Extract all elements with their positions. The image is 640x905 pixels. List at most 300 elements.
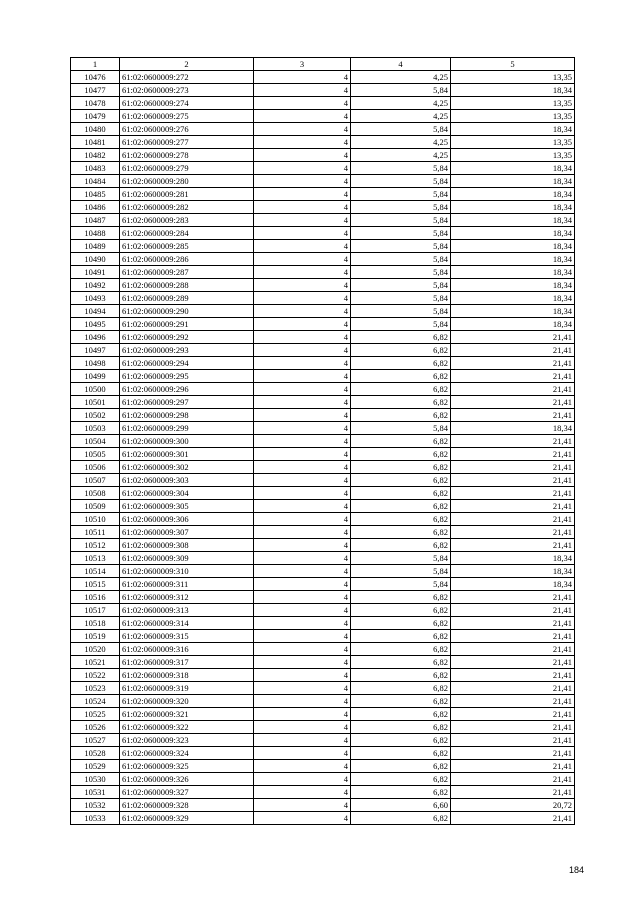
column-5-cell: 18,34	[451, 422, 575, 435]
row-number-cell: 10508	[71, 487, 120, 500]
column-3-cell: 4	[254, 812, 351, 825]
column-5-cell: 21,41	[451, 331, 575, 344]
column-5-cell: 21,41	[451, 474, 575, 487]
table-row	[71, 396, 575, 409]
column-4-cell: 5,84	[351, 162, 451, 175]
column-5-cell: 21,41	[451, 357, 575, 370]
table-row	[71, 214, 575, 227]
column-5-cell: 18,34	[451, 175, 575, 188]
column-4-cell: 6,82	[351, 357, 451, 370]
cadastral-number-cell: 61:02:0600009:311	[120, 578, 254, 591]
column-3-cell: 4	[254, 500, 351, 513]
table-row	[71, 461, 575, 474]
cadastral-number-cell: 61:02:0600009:291	[120, 318, 254, 331]
table-row	[71, 175, 575, 188]
table-row	[71, 318, 575, 331]
column-5-cell: 18,34	[451, 227, 575, 240]
table-row	[71, 760, 575, 773]
column-5-cell: 21,41	[451, 591, 575, 604]
table-row	[71, 162, 575, 175]
column-3-cell: 4	[254, 604, 351, 617]
cadastral-number-cell: 61:02:0600009:289	[120, 292, 254, 305]
column-3-cell: 4	[254, 292, 351, 305]
column-3-cell: 4	[254, 331, 351, 344]
column-5-cell: 13,35	[451, 149, 575, 162]
cadastral-number-cell: 61:02:0600009:275	[120, 110, 254, 123]
row-number-cell: 10519	[71, 630, 120, 643]
column-5-cell: 21,41	[451, 448, 575, 461]
row-number-cell: 10489	[71, 240, 120, 253]
column-3-cell: 4	[254, 344, 351, 357]
column-5-cell: 18,34	[451, 578, 575, 591]
row-number-cell: 10499	[71, 370, 120, 383]
cadastral-number-cell: 61:02:0600009:304	[120, 487, 254, 500]
column-4-cell: 6,82	[351, 396, 451, 409]
row-number-cell: 10522	[71, 669, 120, 682]
column-3-cell: 4	[254, 370, 351, 383]
column-header-5: 5	[451, 58, 575, 71]
column-4-cell: 6,82	[351, 370, 451, 383]
column-4-cell: 6,82	[351, 331, 451, 344]
cadastral-number-cell: 61:02:0600009:313	[120, 604, 254, 617]
column-3-cell: 4	[254, 175, 351, 188]
cadastral-number-cell: 61:02:0600009:281	[120, 188, 254, 201]
cadastral-number-cell: 61:02:0600009:301	[120, 448, 254, 461]
column-3-cell: 4	[254, 708, 351, 721]
column-3-cell: 4	[254, 435, 351, 448]
table-row	[71, 84, 575, 97]
row-number-cell: 10484	[71, 175, 120, 188]
column-4-cell: 6,82	[351, 604, 451, 617]
column-4-cell: 6,82	[351, 747, 451, 760]
column-4-cell: 5,84	[351, 292, 451, 305]
row-number-cell: 10480	[71, 123, 120, 136]
column-5-cell: 18,34	[451, 305, 575, 318]
cadastral-number-cell: 61:02:0600009:317	[120, 656, 254, 669]
column-5-cell: 21,41	[451, 435, 575, 448]
cadastral-number-cell: 61:02:0600009:309	[120, 552, 254, 565]
column-5-cell: 21,41	[451, 344, 575, 357]
column-4-cell: 6,82	[351, 812, 451, 825]
column-3-cell: 4	[254, 201, 351, 214]
table-row	[71, 409, 575, 422]
column-4-cell: 6,82	[351, 721, 451, 734]
column-3-cell: 4	[254, 357, 351, 370]
column-5-cell: 21,41	[451, 461, 575, 474]
table-row	[71, 149, 575, 162]
row-number-cell: 10478	[71, 97, 120, 110]
row-number-cell: 10496	[71, 331, 120, 344]
column-4-cell: 6,82	[351, 682, 451, 695]
table-row	[71, 487, 575, 500]
column-5-cell: 21,41	[451, 487, 575, 500]
column-5-cell: 18,34	[451, 188, 575, 201]
cadastral-number-cell: 61:02:0600009:318	[120, 669, 254, 682]
column-3-cell: 4	[254, 695, 351, 708]
table-row	[71, 786, 575, 799]
column-3-cell: 4	[254, 448, 351, 461]
column-5-cell: 18,34	[451, 84, 575, 97]
column-5-cell: 21,41	[451, 604, 575, 617]
cadastral-number-cell: 61:02:0600009:307	[120, 526, 254, 539]
column-3-cell: 4	[254, 799, 351, 812]
row-number-cell: 10529	[71, 760, 120, 773]
cadastral-number-cell: 61:02:0600009:320	[120, 695, 254, 708]
column-4-cell: 5,84	[351, 188, 451, 201]
table-row	[71, 266, 575, 279]
column-4-cell: 6,60	[351, 799, 451, 812]
cadastral-number-cell: 61:02:0600009:299	[120, 422, 254, 435]
column-3-cell: 4	[254, 734, 351, 747]
row-number-cell: 10523	[71, 682, 120, 695]
table-row	[71, 331, 575, 344]
column-4-cell: 4,25	[351, 110, 451, 123]
column-4-cell: 6,82	[351, 383, 451, 396]
table-row	[71, 721, 575, 734]
cadastral-number-cell: 61:02:0600009:290	[120, 305, 254, 318]
column-3-cell: 4	[254, 240, 351, 253]
column-4-cell: 6,82	[351, 487, 451, 500]
column-3-cell: 4	[254, 630, 351, 643]
column-4-cell: 6,82	[351, 526, 451, 539]
data-table	[70, 57, 575, 825]
column-3-cell: 4	[254, 656, 351, 669]
column-3-cell: 4	[254, 591, 351, 604]
row-number-cell: 10500	[71, 383, 120, 396]
column-5-cell: 21,41	[451, 643, 575, 656]
row-number-cell: 10483	[71, 162, 120, 175]
table-row	[71, 734, 575, 747]
table-row	[71, 695, 575, 708]
table-row	[71, 71, 575, 84]
table-row	[71, 448, 575, 461]
row-number-cell: 10517	[71, 604, 120, 617]
column-5-cell: 21,41	[451, 669, 575, 682]
column-5-cell: 21,41	[451, 695, 575, 708]
cadastral-number-cell: 61:02:0600009:326	[120, 773, 254, 786]
table-row	[71, 188, 575, 201]
table-row	[71, 747, 575, 760]
column-header-2: 2	[120, 58, 254, 71]
table-row	[71, 565, 575, 578]
column-5-cell: 21,41	[451, 656, 575, 669]
column-5-cell: 21,41	[451, 760, 575, 773]
column-header-4: 4	[351, 58, 451, 71]
table-row	[71, 435, 575, 448]
column-5-cell: 21,41	[451, 708, 575, 721]
column-5-cell: 18,34	[451, 266, 575, 279]
table-row	[71, 292, 575, 305]
cadastral-number-cell: 61:02:0600009:286	[120, 253, 254, 266]
column-3-cell: 4	[254, 97, 351, 110]
column-5-cell: 21,41	[451, 734, 575, 747]
column-3-cell: 4	[254, 773, 351, 786]
table-row	[71, 799, 575, 812]
cadastral-number-cell: 61:02:0600009:327	[120, 786, 254, 799]
column-5-cell: 21,41	[451, 682, 575, 695]
column-3-cell: 4	[254, 136, 351, 149]
column-4-cell: 4,25	[351, 136, 451, 149]
cadastral-number-cell: 61:02:0600009:297	[120, 396, 254, 409]
column-4-cell: 5,84	[351, 578, 451, 591]
cadastral-number-cell: 61:02:0600009:279	[120, 162, 254, 175]
cadastral-number-cell: 61:02:0600009:296	[120, 383, 254, 396]
row-number-cell: 10507	[71, 474, 120, 487]
row-number-cell: 10510	[71, 513, 120, 526]
cadastral-number-cell: 61:02:0600009:319	[120, 682, 254, 695]
cadastral-number-cell: 61:02:0600009:329	[120, 812, 254, 825]
cadastral-number-cell: 61:02:0600009:277	[120, 136, 254, 149]
column-3-cell: 4	[254, 383, 351, 396]
table-row	[71, 539, 575, 552]
column-3-cell: 4	[254, 84, 351, 97]
column-5-cell: 13,35	[451, 136, 575, 149]
column-3-cell: 4	[254, 669, 351, 682]
column-5-cell: 21,41	[451, 617, 575, 630]
column-4-cell: 6,82	[351, 734, 451, 747]
column-4-cell: 5,84	[351, 279, 451, 292]
column-3-cell: 4	[254, 552, 351, 565]
table-row	[71, 123, 575, 136]
table-row	[71, 643, 575, 656]
table-row	[71, 526, 575, 539]
column-5-cell: 18,34	[451, 253, 575, 266]
row-number-cell: 10525	[71, 708, 120, 721]
cadastral-number-cell: 61:02:0600009:285	[120, 240, 254, 253]
column-5-cell: 13,35	[451, 71, 575, 84]
cadastral-number-cell: 61:02:0600009:303	[120, 474, 254, 487]
row-number-cell: 10533	[71, 812, 120, 825]
column-5-cell: 18,34	[451, 214, 575, 227]
column-4-cell: 4,25	[351, 71, 451, 84]
table-row	[71, 500, 575, 513]
column-3-cell: 4	[254, 539, 351, 552]
row-number-cell: 10495	[71, 318, 120, 331]
column-4-cell: 5,84	[351, 214, 451, 227]
column-5-cell: 21,41	[451, 786, 575, 799]
column-5-cell: 18,34	[451, 565, 575, 578]
column-3-cell: 4	[254, 526, 351, 539]
cadastral-number-cell: 61:02:0600009:314	[120, 617, 254, 630]
table-row	[71, 513, 575, 526]
cadastral-number-cell: 61:02:0600009:300	[120, 435, 254, 448]
table-row	[71, 97, 575, 110]
table-row	[71, 357, 575, 370]
column-4-cell: 6,82	[351, 773, 451, 786]
cadastral-number-cell: 61:02:0600009:272	[120, 71, 254, 84]
cadastral-number-cell: 61:02:0600009:325	[120, 760, 254, 773]
column-4-cell: 6,82	[351, 669, 451, 682]
column-4-cell: 5,84	[351, 318, 451, 331]
column-3-cell: 4	[254, 266, 351, 279]
column-3-cell: 4	[254, 110, 351, 123]
table-row	[71, 279, 575, 292]
cadastral-number-cell: 61:02:0600009:273	[120, 84, 254, 97]
table-row	[71, 591, 575, 604]
cadastral-number-cell: 61:02:0600009:302	[120, 461, 254, 474]
row-number-cell: 10528	[71, 747, 120, 760]
row-number-cell: 10479	[71, 110, 120, 123]
table-row	[71, 773, 575, 786]
row-number-cell: 10511	[71, 526, 120, 539]
table-row	[71, 240, 575, 253]
cadastral-number-cell: 61:02:0600009:294	[120, 357, 254, 370]
cadastral-number-cell: 61:02:0600009:322	[120, 721, 254, 734]
column-4-cell: 5,84	[351, 201, 451, 214]
table-row	[71, 474, 575, 487]
row-number-cell: 10487	[71, 214, 120, 227]
column-3-cell: 4	[254, 214, 351, 227]
row-number-cell: 10490	[71, 253, 120, 266]
row-number-cell: 10526	[71, 721, 120, 734]
column-5-cell: 18,34	[451, 292, 575, 305]
column-4-cell: 6,82	[351, 409, 451, 422]
row-number-cell: 10504	[71, 435, 120, 448]
column-3-cell: 4	[254, 149, 351, 162]
column-4-cell: 6,82	[351, 695, 451, 708]
column-3-cell: 4	[254, 721, 351, 734]
cadastral-number-cell: 61:02:0600009:324	[120, 747, 254, 760]
column-5-cell: 18,34	[451, 279, 575, 292]
column-3-cell: 4	[254, 474, 351, 487]
column-3-cell: 4	[254, 396, 351, 409]
table-row	[71, 708, 575, 721]
column-4-cell: 6,82	[351, 461, 451, 474]
column-4-cell: 6,82	[351, 513, 451, 526]
column-4-cell: 6,82	[351, 617, 451, 630]
table-row	[71, 370, 575, 383]
cadastral-number-cell: 61:02:0600009:316	[120, 643, 254, 656]
cadastral-number-cell: 61:02:0600009:284	[120, 227, 254, 240]
row-number-cell: 10521	[71, 656, 120, 669]
table-row	[71, 305, 575, 318]
table-row	[71, 604, 575, 617]
column-4-cell: 6,82	[351, 591, 451, 604]
cadastral-number-cell: 61:02:0600009:280	[120, 175, 254, 188]
row-number-cell: 10485	[71, 188, 120, 201]
table-row	[71, 812, 575, 825]
column-5-cell: 18,34	[451, 318, 575, 331]
row-number-cell: 10505	[71, 448, 120, 461]
row-number-cell: 10493	[71, 292, 120, 305]
column-5-cell: 21,41	[451, 409, 575, 422]
cadastral-number-cell: 61:02:0600009:312	[120, 591, 254, 604]
column-3-cell: 4	[254, 123, 351, 136]
cadastral-number-cell: 61:02:0600009:282	[120, 201, 254, 214]
row-number-cell: 10481	[71, 136, 120, 149]
table-body	[71, 71, 575, 825]
row-number-cell: 10486	[71, 201, 120, 214]
cadastral-number-cell: 61:02:0600009:298	[120, 409, 254, 422]
column-3-cell: 4	[254, 461, 351, 474]
column-3-cell: 4	[254, 318, 351, 331]
column-5-cell: 21,41	[451, 370, 575, 383]
table-row	[71, 227, 575, 240]
column-5-cell: 20,72	[451, 799, 575, 812]
cadastral-number-cell: 61:02:0600009:278	[120, 149, 254, 162]
column-header-3: 3	[254, 58, 351, 71]
row-number-cell: 10520	[71, 643, 120, 656]
column-3-cell: 4	[254, 513, 351, 526]
column-5-cell: 13,35	[451, 97, 575, 110]
row-number-cell: 10506	[71, 461, 120, 474]
cadastral-number-cell: 61:02:0600009:293	[120, 344, 254, 357]
column-5-cell: 21,41	[451, 396, 575, 409]
column-4-cell: 5,84	[351, 240, 451, 253]
table-row	[71, 253, 575, 266]
column-3-cell: 4	[254, 487, 351, 500]
table-row	[71, 669, 575, 682]
row-number-cell: 10491	[71, 266, 120, 279]
cadastral-number-cell: 61:02:0600009:328	[120, 799, 254, 812]
row-number-cell: 10477	[71, 84, 120, 97]
column-5-cell: 21,41	[451, 747, 575, 760]
column-4-cell: 6,82	[351, 474, 451, 487]
row-number-cell: 10482	[71, 149, 120, 162]
column-5-cell: 18,34	[451, 162, 575, 175]
table-row	[71, 136, 575, 149]
column-4-cell: 5,84	[351, 565, 451, 578]
cadastral-number-cell: 61:02:0600009:295	[120, 370, 254, 383]
column-5-cell: 18,34	[451, 240, 575, 253]
row-number-cell: 10524	[71, 695, 120, 708]
column-header-1: 1	[71, 58, 120, 71]
cadastral-number-cell: 61:02:0600009:308	[120, 539, 254, 552]
column-4-cell: 5,84	[351, 422, 451, 435]
column-4-cell: 5,84	[351, 253, 451, 266]
column-4-cell: 6,82	[351, 344, 451, 357]
table-row	[71, 383, 575, 396]
row-number-cell: 10498	[71, 357, 120, 370]
table-row	[71, 682, 575, 695]
column-4-cell: 6,82	[351, 786, 451, 799]
column-5-cell: 21,41	[451, 539, 575, 552]
column-5-cell: 21,41	[451, 812, 575, 825]
table-row	[71, 552, 575, 565]
column-4-cell: 4,25	[351, 97, 451, 110]
column-3-cell: 4	[254, 71, 351, 84]
cadastral-number-cell: 61:02:0600009:276	[120, 123, 254, 136]
row-number-cell: 10497	[71, 344, 120, 357]
row-number-cell: 10513	[71, 552, 120, 565]
table-row	[71, 110, 575, 123]
cadastral-number-cell: 61:02:0600009:283	[120, 214, 254, 227]
column-4-cell: 5,84	[351, 266, 451, 279]
column-5-cell: 21,41	[451, 383, 575, 396]
table-row	[71, 578, 575, 591]
column-3-cell: 4	[254, 578, 351, 591]
row-number-cell: 10515	[71, 578, 120, 591]
column-4-cell: 4,25	[351, 149, 451, 162]
column-5-cell: 13,35	[451, 110, 575, 123]
table-row	[71, 617, 575, 630]
column-3-cell: 4	[254, 253, 351, 266]
column-3-cell: 4	[254, 279, 351, 292]
row-number-cell: 10514	[71, 565, 120, 578]
table-header-row	[71, 58, 575, 71]
row-number-cell: 10532	[71, 799, 120, 812]
row-number-cell: 10501	[71, 396, 120, 409]
column-4-cell: 6,82	[351, 435, 451, 448]
column-3-cell: 4	[254, 682, 351, 695]
cadastral-number-cell: 61:02:0600009:288	[120, 279, 254, 292]
row-number-cell: 10516	[71, 591, 120, 604]
column-5-cell: 21,41	[451, 630, 575, 643]
column-3-cell: 4	[254, 227, 351, 240]
cadastral-number-cell: 61:02:0600009:305	[120, 500, 254, 513]
column-4-cell: 5,84	[351, 123, 451, 136]
column-3-cell: 4	[254, 747, 351, 760]
